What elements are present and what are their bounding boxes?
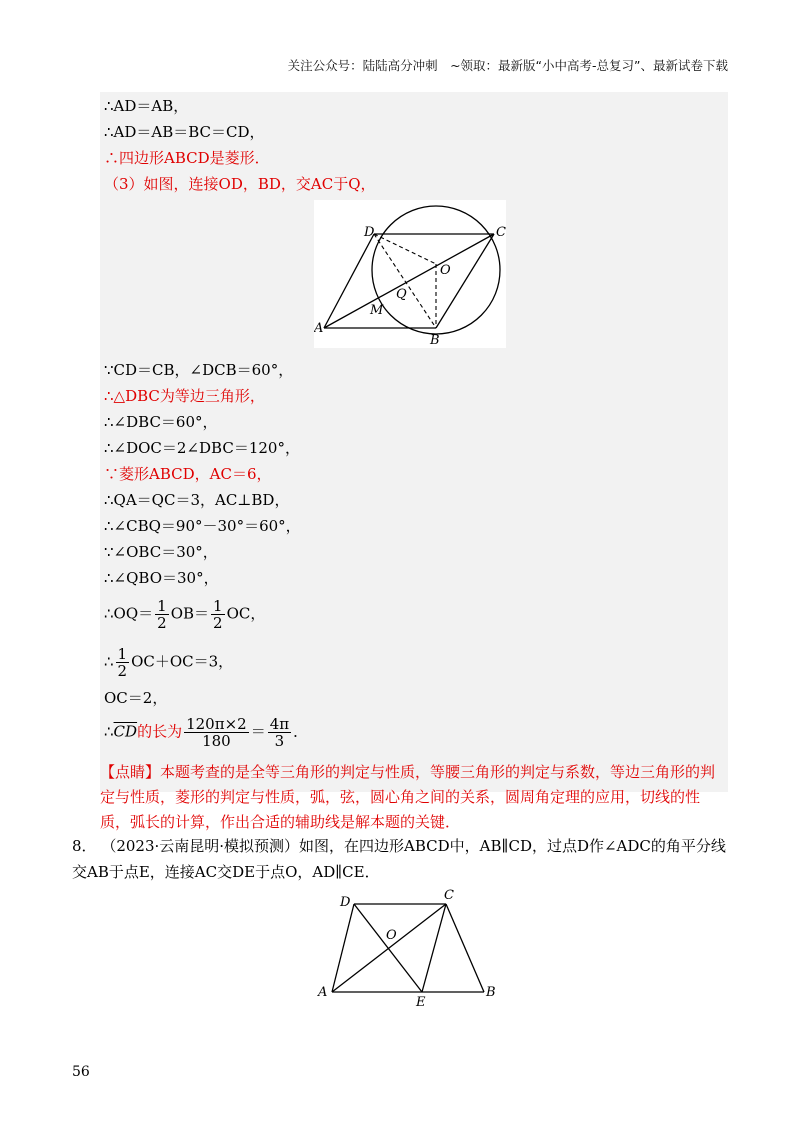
fraction-arc — [184, 716, 249, 749]
fraction-den: 2 — [213, 614, 223, 632]
solution-line-9: ∵菱形ABCD，AC＝6， — [104, 465, 272, 483]
fig1-label-O: O — [440, 263, 451, 278]
figure-1-svg — [314, 200, 506, 348]
solution-line-14 — [104, 598, 265, 631]
problem-text: （2023·云南昆明·模拟预测）如图，在四边形ABCD中，AB∥CD，过点D作∠ADC的角平分线交AB于点E，连接AC交DE于点O，AD∥CE． — [72, 837, 726, 881]
solution-line-5: ∵CD＝CB，∠DCB＝60°， — [104, 361, 294, 379]
fig1-label-C: C — [496, 225, 506, 240]
fig1-label-M: M — [370, 303, 384, 318]
solution-line-8: ∴∠DOC＝2∠DBC＝120°， — [104, 439, 300, 457]
solution-line-11: ∴∠CBQ＝90°－30°＝60°， — [104, 517, 301, 535]
fraction-num: 120π×2 — [186, 715, 247, 733]
fraction-num: 1 — [213, 597, 223, 615]
fig1-label-D: D — [364, 225, 375, 240]
fraction-half-1 — [155, 598, 169, 631]
fig2-label-D: D — [340, 895, 351, 910]
figure-2-svg — [316, 884, 498, 1008]
arc-cd: $\overline{CD}$ — [113, 722, 138, 741]
fig1-label-B: B — [430, 333, 440, 348]
fig2-label-O: O — [386, 928, 397, 943]
solution-line-4: （3）如图，连接OD，BD，交AC于Q， — [104, 175, 376, 193]
solution-line-10: ∴QA＝QC＝3，AC⊥BD， — [104, 491, 290, 509]
line17-part-c: ＝ — [250, 722, 266, 741]
solution-line-1: ∴AD＝AB， — [104, 97, 189, 115]
line15-part-a: ∴ — [104, 652, 114, 671]
circle-rhombus-figure — [314, 200, 506, 348]
solution-line-15 — [104, 646, 233, 679]
solution-line-12: ∵∠OBC＝30°， — [104, 543, 218, 561]
fraction-den: 2 — [117, 662, 128, 680]
fraction-half-2 — [211, 598, 225, 631]
fraction-den: 2 — [157, 614, 167, 632]
solution-line-3: ∴四边形ABCD是菱形． — [104, 149, 270, 167]
fig2-label-E: E — [416, 995, 426, 1008]
line17-part-d: ． — [293, 722, 309, 741]
page-header: 关注公众号：陆陆高分冲刺 ~领取：最新版“小中高考-总复习”、最新试卷下载 — [287, 58, 728, 73]
line14-part-c: OC， — [226, 604, 266, 623]
fig2-label-C: C — [444, 888, 454, 903]
line17-part-b: 的长为 — [137, 722, 183, 741]
key-point-note: 【点睛】本题考查的是全等三角形的判定与性质，等腰三角形的判定与系数，等边三角形的判定与性质，菱形的判定与性质，弧，弦，圆心角之间的关系，圆周角定理的应用，切线的性质，弧长的计算，作出合适的辅助线是解本题的关键． — [100, 763, 716, 831]
fig2-label-B: B — [486, 985, 496, 1000]
page-number: 56 — [72, 1064, 90, 1080]
line15-part-b: OC＋OC＝3， — [131, 652, 234, 671]
solution-line-2: ∴AD＝AB＝BC＝CD， — [104, 123, 265, 141]
fraction-num: 4π — [269, 715, 290, 733]
solution-line-13: ∴∠QBO＝30°， — [104, 569, 219, 587]
fig1-label-A: A — [314, 321, 324, 336]
solution-line-16: OC＝2， — [104, 689, 168, 707]
line14-part-b: OB＝ — [170, 604, 210, 623]
fraction-result — [268, 716, 291, 749]
solution-line-6: ∴△DBC为等边三角形， — [104, 387, 265, 405]
fig2-label-A: A — [318, 985, 328, 1000]
fig1-label-Q: Q — [396, 287, 407, 302]
solution-line-7: ∴∠DBC＝60°， — [104, 413, 218, 431]
line14-part-a: ∴OQ＝ — [104, 604, 154, 623]
solution-line-17 — [104, 716, 308, 749]
fraction-num: 1 — [157, 597, 167, 615]
fraction-den: 3 — [274, 732, 285, 750]
problem-number: 8． — [72, 837, 97, 855]
fraction-num: 1 — [117, 645, 128, 663]
problem-8 — [72, 833, 732, 885]
line17-part-a: ∴ — [104, 722, 114, 741]
fraction-half-3 — [116, 646, 130, 679]
fraction-den: 180 — [202, 732, 231, 750]
trapezoid-figure — [316, 884, 498, 1008]
